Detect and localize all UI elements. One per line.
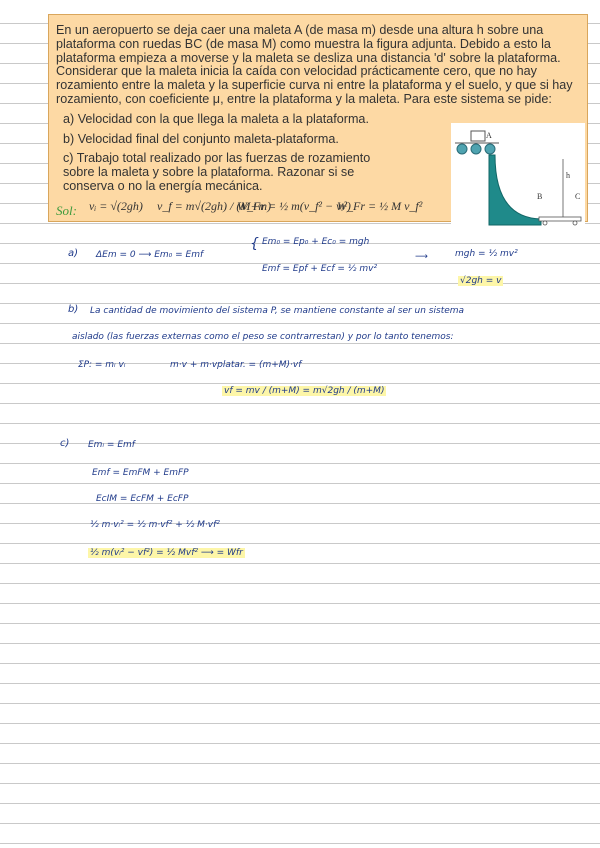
note-b-answer: vf = mv / (m+M) = m√2gh / (m+M) [224,386,385,396]
note-a-result: mgh = ½ mv² [455,249,518,259]
note-a-brace2: Emf = Epf + Ecf = ½ mv² [262,264,378,274]
note-a-line1: ΔEm = 0 ⟶ Em₀ = Emf [96,250,204,260]
formula-wfr-1: W_Fr = ½ m(v_f² − vᵢ²) [237,199,351,213]
label-c: C [575,192,581,201]
formula-vf: v_f = m√(2gh) / (M+m) [157,199,272,213]
suitcase-platform-figure [451,123,585,233]
note-b-eq1: ΣP: = mᵢ vᵢ [78,360,126,370]
label-a: A [486,131,492,140]
note-b-line1: La cantidad de movimiento del sistema P, se mantiene constante al ser un sistema [90,306,465,316]
note-c-line2: Emf = EmFM + EmFP [92,468,189,478]
question-c: c) Trabajo total realizado por las fuerzas de rozamiento sobre la maleta y sobre la plataforma. Razonar si se conserva o no la energía mecánica. [63,151,371,193]
note-b-label: b) [68,304,79,315]
note-a-brace1: Em₀ = Ep₀ + Ec₀ = mgh [262,237,370,247]
solution-label: Sol: [56,203,77,218]
note-a-arrow: ⟶ [415,252,428,262]
label-h: h [566,171,570,180]
note-a-label: a) [68,248,79,259]
note-c-label: c) [60,438,70,449]
note-c-answer: ½ m(vᵢ² − vf²) = ½ Mvf² ⟶ = Wfr [90,548,243,558]
note-b-eq2: m·v + m·vplatar. = (m+M)·vf [170,360,302,370]
note-a-answer: √2gh = v [460,276,502,286]
question-b: b) Velocidad final del conjunto maleta-plataforma. [63,132,339,146]
label-b: B [537,192,543,201]
note-c-line3: EcIM = EcFM + EcFP [96,494,189,504]
problem-statement: En un aeropuerto se deja caer una maleta A (de masa m) desde una altura h sobre una plataforma con ruedas BC (de masa M) como muestra la figura adjunta. Debido a esto la plataforma empieza a moverse y la maleta se desliza una distancia 'd' sobre la plataforma. Considerar que la maleta inicia la caída con velocidad prácticamente cero, que no hay rozamiento entre la maleta y la superficie curva ni entre la plataforma y el suelo, y que si hay rozamiento, con coeficiente μ, entre la plataforma y la maleta. Para este sistema se pide: [56,23,573,106]
question-a: a) Velocidad con la que llega la maleta a la plataforma. [63,112,369,126]
note-c-line1: Emᵢ = Emf [88,440,135,450]
formula-vi: vᵢ = √(2gh) [89,199,143,213]
problem-box [48,14,588,222]
formula-wfr-2: W_Fr = ½ M v_f² [337,199,423,213]
note-c-line4: ½ m·vᵢ² = ½ m·vf² + ½ M·vf² [90,520,220,530]
note-a-brace: { [250,236,259,252]
note-b-line2: aislado (las fuerzas externas como el peso se contrarrestan) y por lo tanto tenemos: [72,332,454,342]
figure-drawing [451,123,585,233]
